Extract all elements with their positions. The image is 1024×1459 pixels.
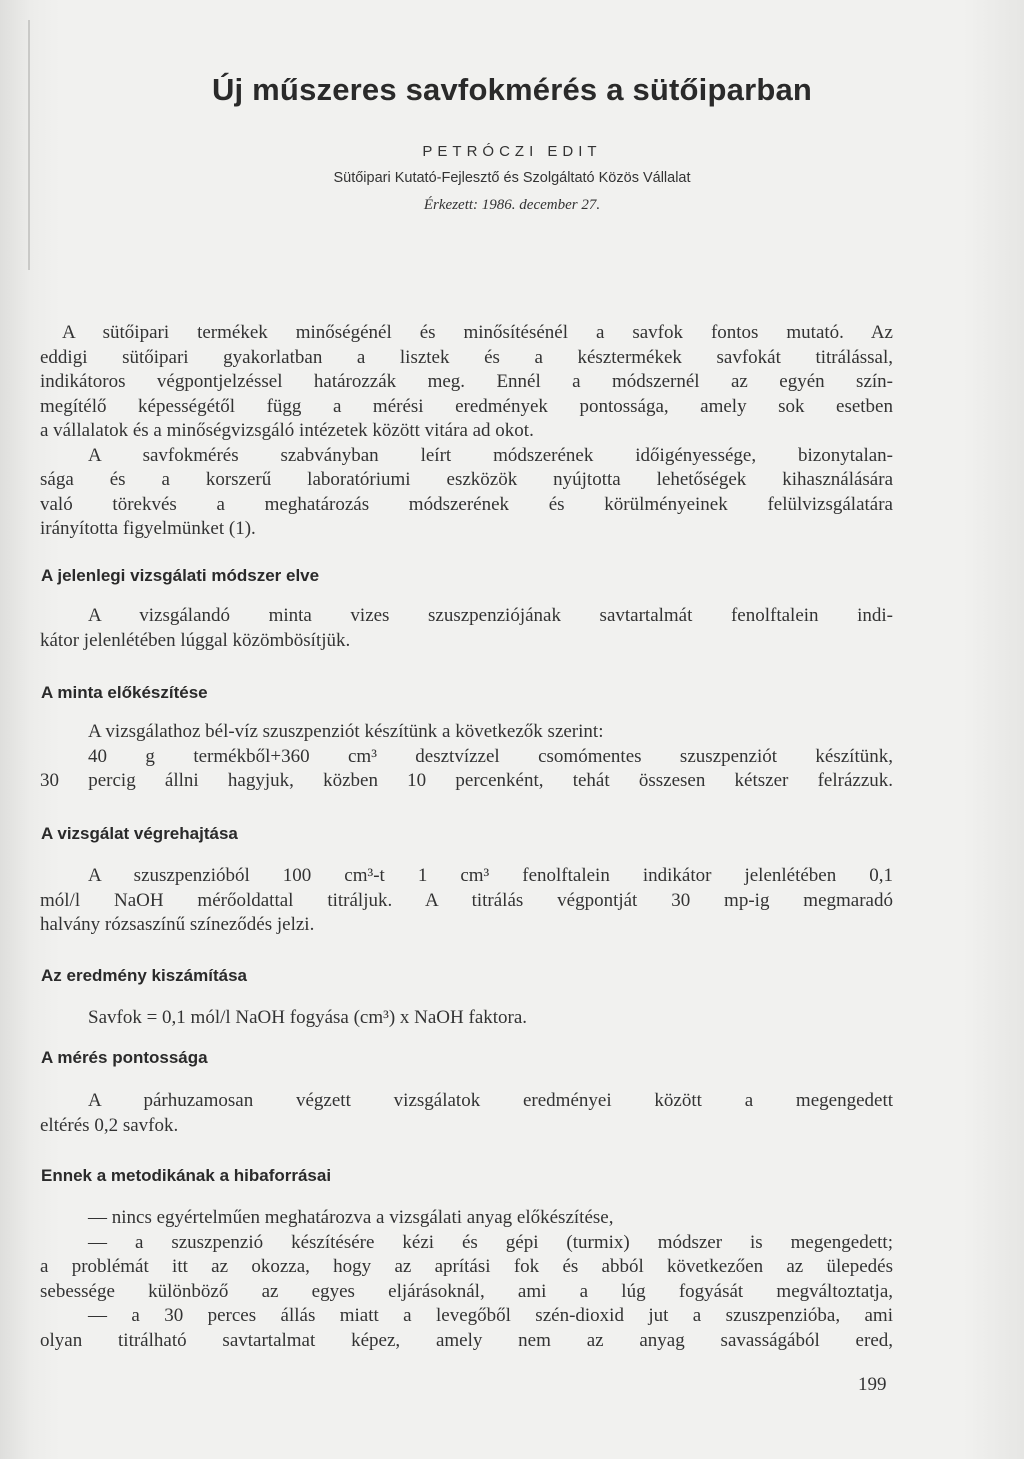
text-line: a vállalatok és a minőségvizsgáló intézetek között vitára ad okot. <box>40 420 534 441</box>
text-line: A szuszpenzióból 100 cm³-t 1 cm³ fenolftalein indikátor jelenlétében 0,1 <box>88 865 893 886</box>
text-line: 30 percig állni hagyjuk, közben 10 percenként, tehát összesen kétszer felrázzuk. <box>40 770 893 791</box>
list-item: — a szuszpenzió készítésére kézi és gépi (turmix) módszer is megengedett; <box>88 1231 893 1253</box>
text-line: A savfokmérés szabványban leírt módszerének időigényessége, bizonytalan- <box>88 444 893 466</box>
text-line: mól/l NaOH mérőoldattal titráljuk. A titrálás végpontját 30 mp-ig megmaradó <box>40 889 893 911</box>
section-body <box>40 1206 893 1353</box>
section-body <box>40 864 893 938</box>
section-body <box>40 604 893 653</box>
text-line: halvány rózsaszínű színeződés jelzi. <box>40 914 315 935</box>
text-line: A párhuzamosan végzett vizsgálatok eredményei között a megengedett <box>88 1090 893 1111</box>
affiliation: Sütőipari Kutató-Fejlesztő és Szolgáltató Közös Vállalat <box>333 170 691 186</box>
text-line: sága és a korszerű laboratóriumi eszközök nyújtotta lehetőségek kihasználására <box>40 469 893 490</box>
intro-paragraph <box>40 321 893 542</box>
text-line: A vizsgálandó minta vizes szuszpenziójának savtartalmát fenolftalein indi- <box>88 605 893 626</box>
section-heading: A minta előkészítése <box>41 683 208 702</box>
page-number: 199 <box>858 1374 887 1395</box>
text-line: olyan titrálható savtartalmat képez, amely nem az anyag savasságából ered, <box>40 1329 893 1351</box>
text-line: eltérés 0,2 savfok. <box>40 1114 179 1136</box>
formula-line: Savfok = 0,1 mól/l NaOH fogyása (cm³) x NaOH faktora. <box>88 1007 528 1028</box>
text-line: A vizsgálathoz bél-víz szuszpenziót készítünk a következők szerint: <box>88 721 604 742</box>
text-line: eddigi sütőipari gyakorlatban a lisztek és a késztermékek savfokát titrálással, <box>40 346 893 368</box>
list-item: — nincs egyértelműen meghatározva a vizsgálati anyag előkészítése, <box>88 1207 614 1228</box>
section-heading: A vizsgálat végrehajtása <box>41 824 238 843</box>
section-body <box>40 720 893 794</box>
list-item: — a 30 perces állás miatt a levegőből szén-dioxid jut a szuszpenzióba, ami <box>88 1305 893 1326</box>
section-body <box>40 1089 893 1138</box>
section-heading: Az eredmény kiszámítása <box>41 966 247 985</box>
section-body <box>40 1006 893 1031</box>
author-name: PETRÓCZI EDIT <box>422 143 602 160</box>
section-heading: A jelenlegi vizsgálati módszer elve <box>41 566 320 585</box>
text-line: sebessége különböző az egyes eljárásoknál, ami a lúg fogyását megváltoztatja, <box>40 1280 893 1302</box>
text-line: 40 g termékből+360 cm³ desztvízzel csomómentes szuszpenziót készítünk, <box>88 745 893 767</box>
text-line: kátor jelenlétében lúggal közömbösítjük. <box>40 629 351 651</box>
text-line: indikátoros végpontjelzéssel határozzák meg. Ennél a módszernél az egyén szín- <box>40 371 893 392</box>
text-line: A sütőipari termékek minőségénél és minősítésénél a savfok fontos mutató. Az <box>62 322 893 343</box>
text-line: irányította figyelmünket (1). <box>40 518 256 539</box>
received-date: Érkezett: 1986. december 27. <box>423 197 601 213</box>
section-heading: A mérés pontossága <box>41 1048 208 1067</box>
article-title: Új műszeres savfokmérés a sütőiparban <box>211 72 813 107</box>
text-line: való törekvés a meghatározás módszerének és körülményeinek felülvizsgálatára <box>40 493 893 515</box>
section-heading: Ennek a metodikának a hibaforrásai <box>41 1166 332 1185</box>
text-line: a problémát itt az okozza, hogy az aprítási fok és abból következően az ülepedés <box>40 1256 893 1277</box>
text-line: megítélő képességétől függ a mérési eredmények pontossága, amely sok esetben <box>40 395 893 417</box>
